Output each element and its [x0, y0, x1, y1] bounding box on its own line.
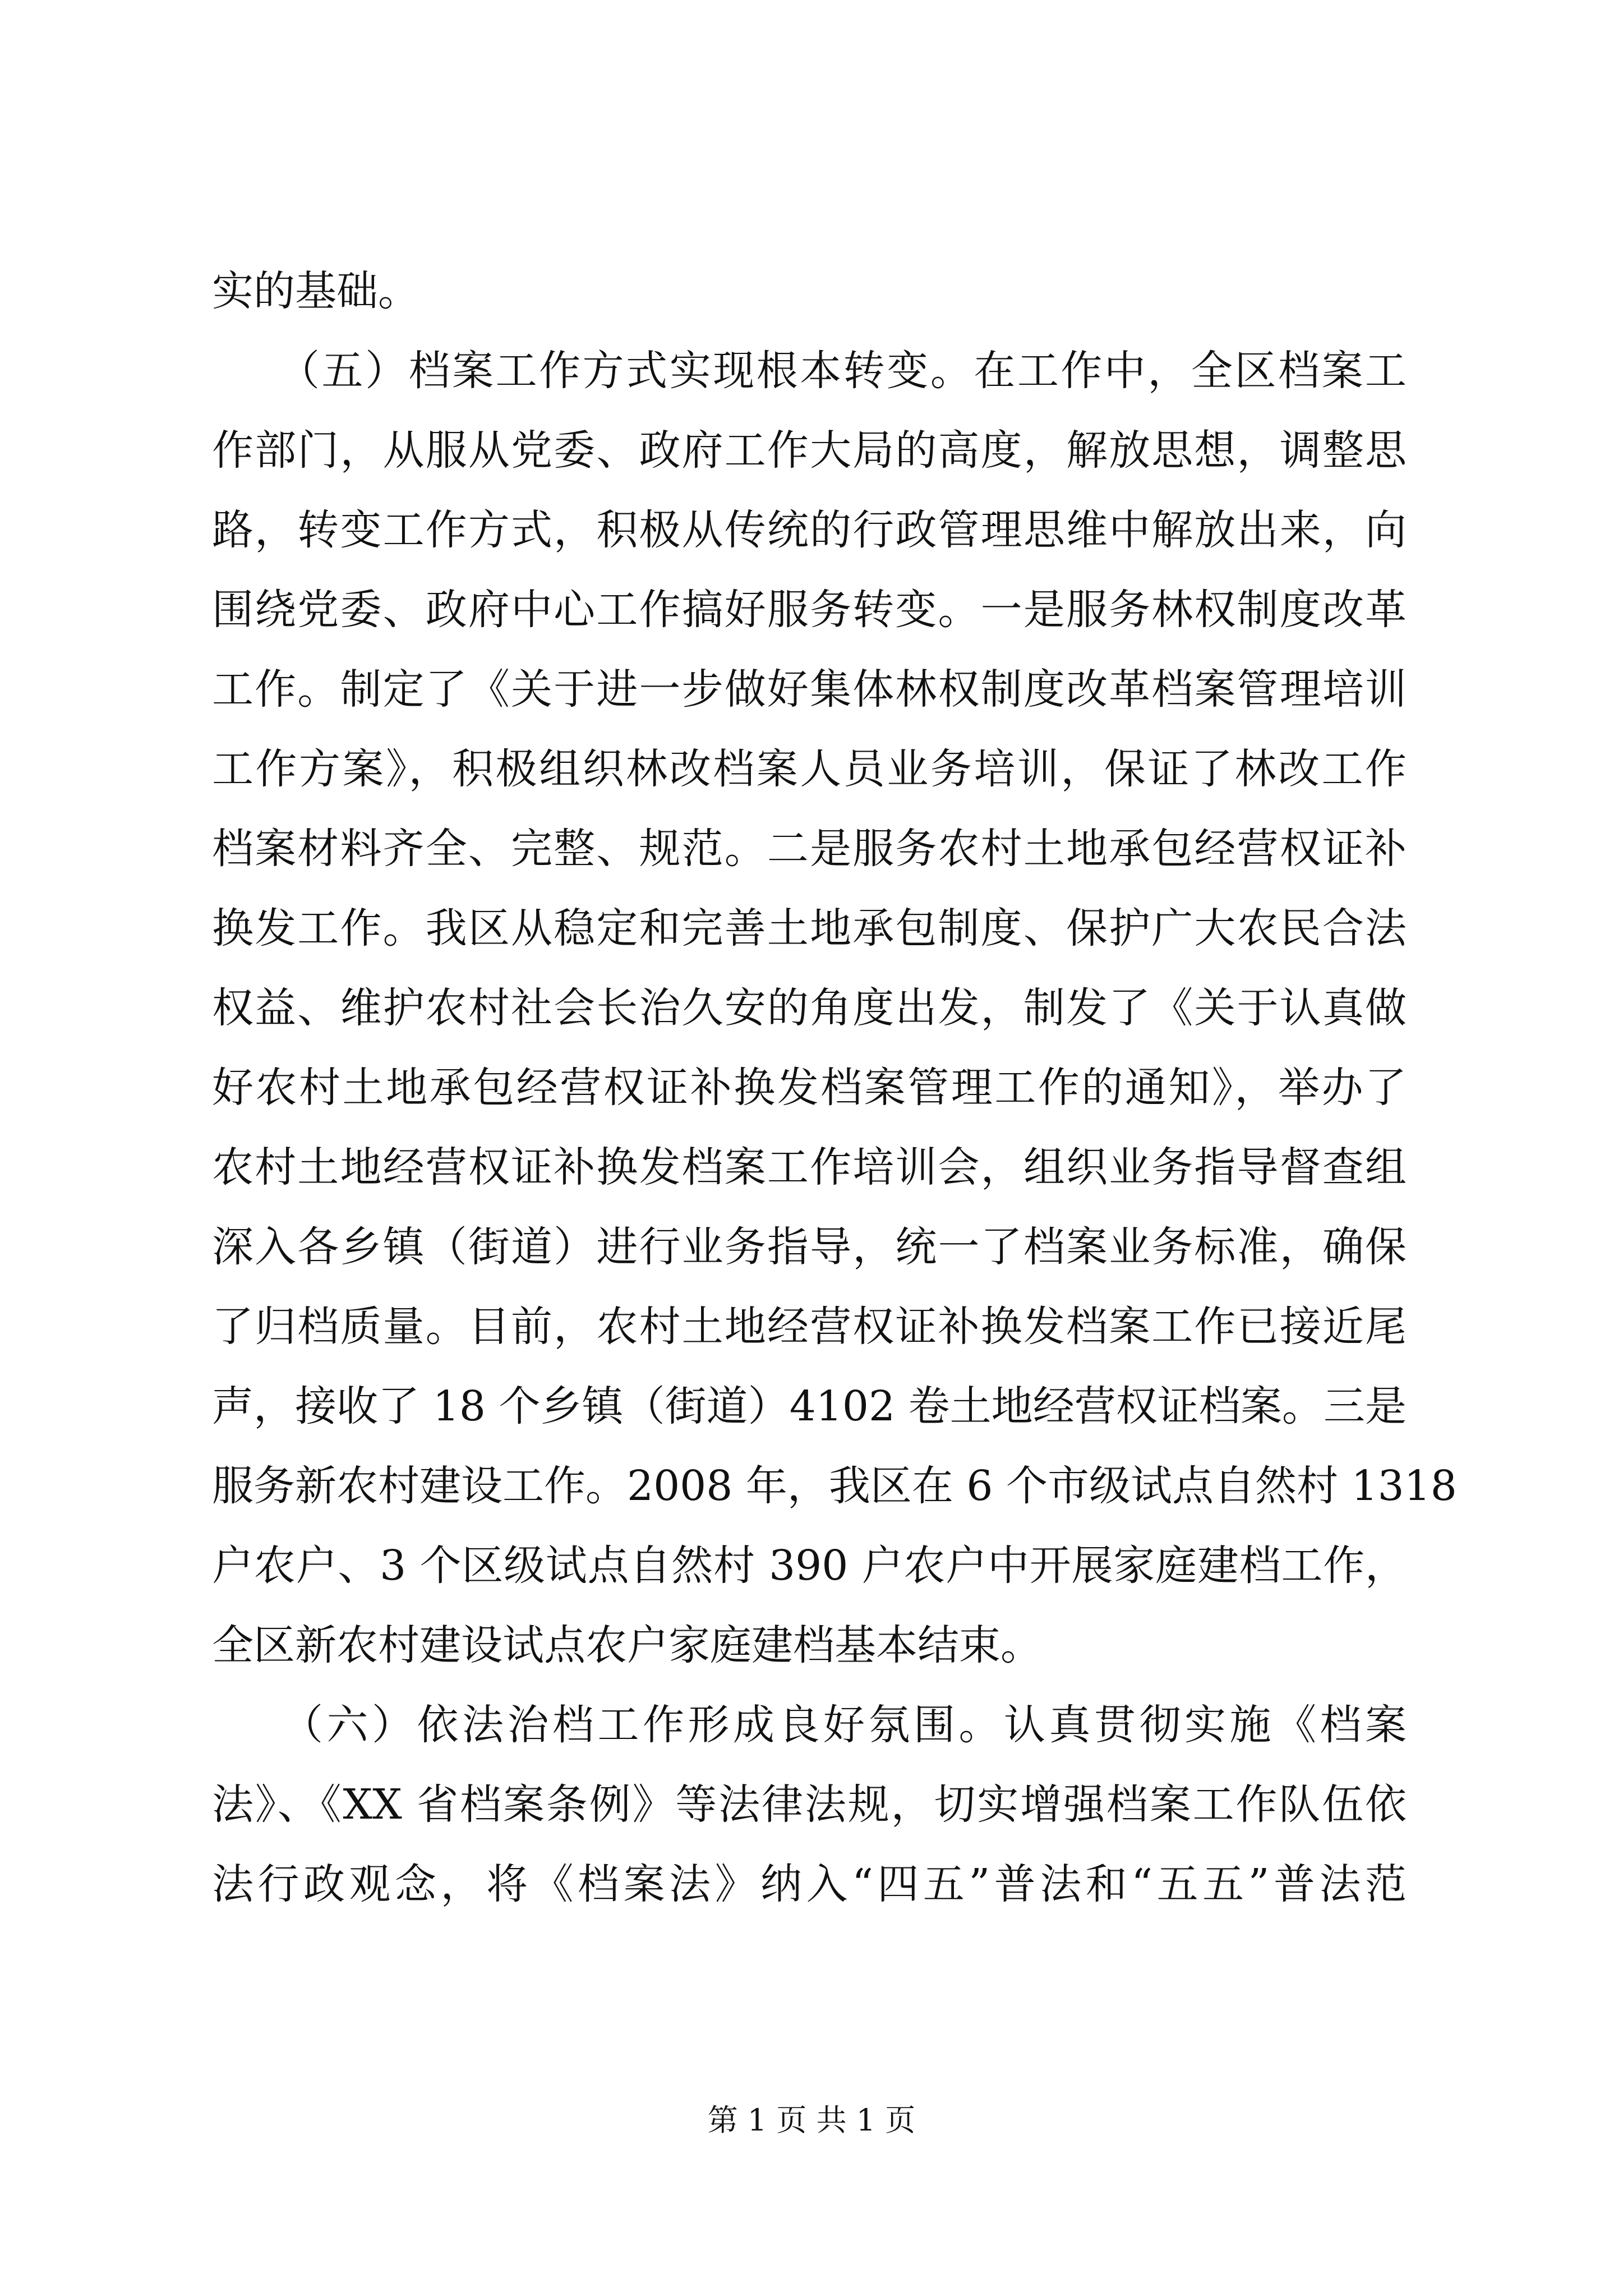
- text-line: （六）依法治档工作形成良好氛围。认真贯彻实施《档案: [212, 1701, 1407, 1749]
- text-line: 法》、《XX 省档案条例》等法律法规，切实增强档案工作队伍依: [212, 1780, 1407, 1829]
- text-line: 深入各乡镇（街道）进行业务指导，统一了档案业务标准，确保: [212, 1223, 1407, 1271]
- text-line: 档案材料齐全、完整、规范。二是服务农村土地承包经营权证补: [212, 825, 1407, 873]
- text-line: 好农村土地承包经营权证补换发档案管理工作的通知》，举办了: [212, 1064, 1407, 1112]
- text-line: 围绕党委、政府中心工作搞好服务转变。一是服务林权制度改革: [212, 586, 1407, 634]
- text-line: 权益、维护农村社会长治久安的角度出发，制发了《关于认真做: [212, 984, 1407, 1032]
- text-line: 全区新农村建设试点农户家庭建档基本结束。: [212, 1621, 1042, 1669]
- text-line: （五）档案工作方式实现根本转变。在工作中，全区档案工: [212, 347, 1407, 395]
- text-line: 路，转变工作方式，积极从传统的行政管理思维中解放出来，向: [212, 506, 1407, 554]
- text-line: 法行政观念，将《档案法》纳入“四五”普法和“五五”普法范: [212, 1860, 1407, 1908]
- document-body: [212, 251, 1457, 1924]
- text-line: 声，接收了 18 个乡镇（街道）4102 卷土地经营权证档案。三是: [212, 1382, 1407, 1430]
- text-line: 农村土地经营权证补换发档案工作培训会，组织业务指导督查组: [212, 1143, 1407, 1191]
- text-line: 实的基础。: [212, 267, 419, 315]
- text-line: 工作。制定了《关于进一步做好集体林权制度改革档案管理培训: [212, 665, 1407, 714]
- text-line: 了归档质量。目前，农村土地经营权证补换发档案工作已接近尾: [212, 1303, 1407, 1351]
- page-footer: 第 1 页 共 1 页: [707, 2102, 916, 2138]
- text-line: 作部门，从服从党委、政府工作大局的高度，解放思想，调整思: [212, 426, 1407, 475]
- text-line: 工作方案》，积极组织林改档案人员业务培训，保证了林改工作: [212, 745, 1407, 793]
- text-line: 户农户、3 个区级试点自然村 390 户农户中开展家庭建档工作，: [212, 1542, 1407, 1590]
- text-line: 换发工作。我区从稳定和完善土地承包制度、保护广大农民合法: [212, 904, 1407, 953]
- text-line: 服务新农村建设工作。2008 年，我区在 6 个市级试点自然村 1318: [212, 1462, 1457, 1510]
